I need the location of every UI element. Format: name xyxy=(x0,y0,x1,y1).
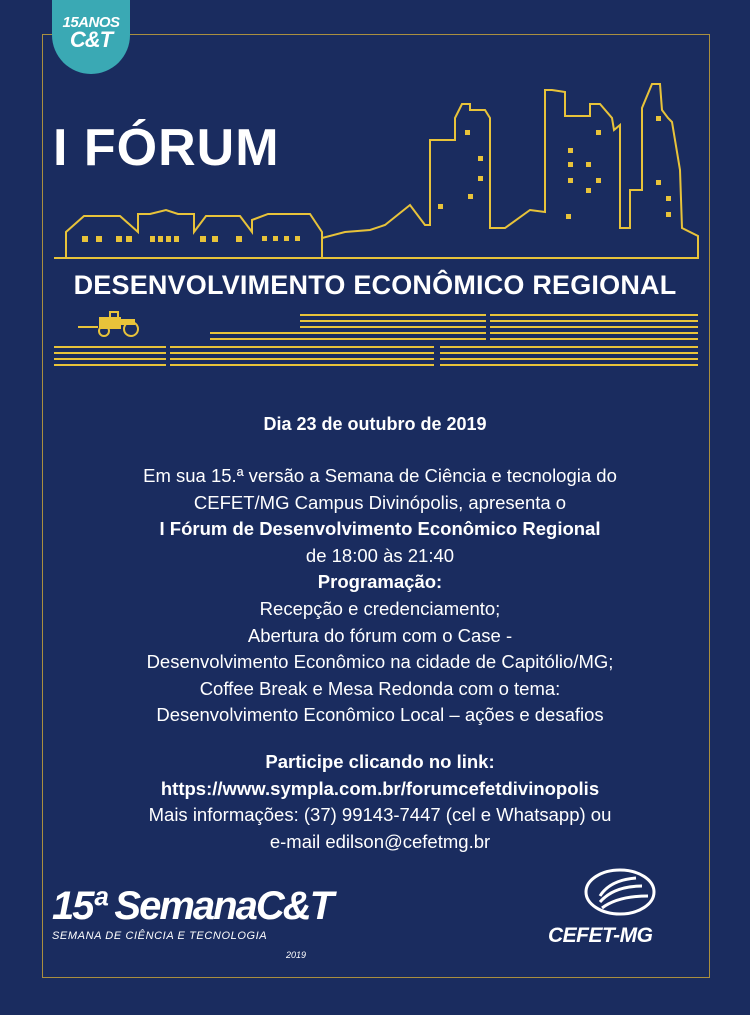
cefet-logo-text: CEFET-MG xyxy=(548,924,653,947)
tractor-icon xyxy=(78,312,138,336)
program-item: Recepção e credenciamento; xyxy=(259,597,501,619)
cefet-mg-logo xyxy=(544,866,684,952)
semana-logo-text: 15ª SemanaC&T xyxy=(52,884,333,928)
semana-year: 2019 xyxy=(286,950,307,960)
event-description xyxy=(40,463,720,855)
badge-line2: C&T xyxy=(69,27,113,52)
contact-info-1: Mais informações: (37) 99143-7447 (cel e Whatsapp) ou xyxy=(148,804,612,826)
cefet-emblem-icon xyxy=(544,866,684,926)
event-date: Dia 23 de outubro de 2019 xyxy=(263,414,487,434)
page-subtitle: DESENVOLVIMENTO ECONÔMICO REGIONAL xyxy=(73,270,677,300)
program-item: Abertura do fórum com o Case - xyxy=(247,624,513,646)
forum-name: I Fórum de Desenvolvimento Econômico Regional xyxy=(159,518,601,540)
page-title: I FÓRUM xyxy=(53,119,280,177)
intro-line-1: Em sua 15.ª versão a Semana de Ciência e tecnologia do xyxy=(143,465,617,486)
semana-subtitle: SEMANA DE CIÊNCIA E TECNOLOGIA xyxy=(52,930,268,942)
badge-line1: 15ANOS xyxy=(62,14,120,31)
semana-ct-logo xyxy=(52,886,342,966)
program-item: Desenvolvimento Econômico na cidade de Capitólio/MG; xyxy=(146,651,614,673)
intro-line-2: CEFET/MG Campus Divinópolis, apresenta o xyxy=(193,491,567,513)
city-field-illustration xyxy=(0,0,750,380)
event-time: de 18:00 às 21:40 xyxy=(305,544,455,566)
cta-text: Participe clicando no link: xyxy=(265,750,495,772)
program-item: Desenvolvimento Econômico Local – ações e desafios xyxy=(156,704,604,726)
program-heading: Programação: xyxy=(317,571,443,593)
skyline-outline xyxy=(322,84,698,258)
program-item: Coffee Break e Mesa Redonda com o tema: xyxy=(199,677,561,699)
houses-outline xyxy=(66,210,322,258)
registration-link[interactable]: https://www.sympla.com.br/forumcefetdivinopolis xyxy=(160,777,600,799)
contact-info-2: e-mail edilson@cefetmg.br xyxy=(269,830,491,852)
field-stripes xyxy=(54,314,698,366)
